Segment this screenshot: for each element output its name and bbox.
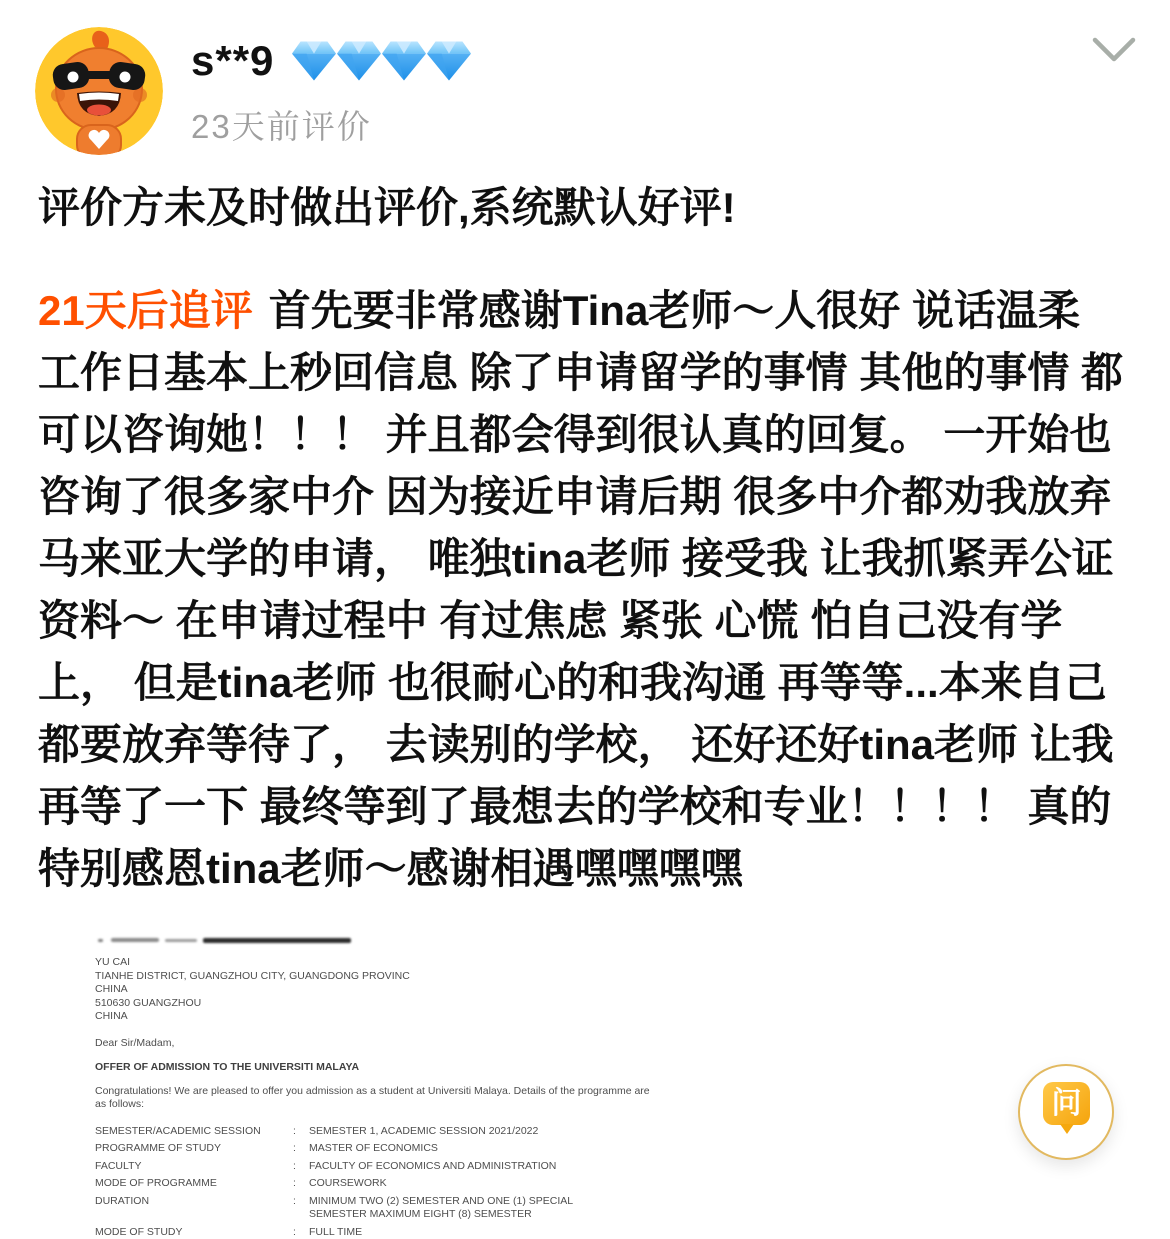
address-line: 510630 GUANGZHOU <box>95 997 680 1011</box>
table-row: DURATION : MINIMUM TWO (2) SEMESTER AND ONE (1) SPECIAL SEMESTER MAXIMUM EIGHT (8) SEMESTER <box>95 1195 680 1222</box>
letter-salutation: Dear Sir/Madam, <box>95 1037 680 1051</box>
review-body <box>38 177 1132 900</box>
letter-intro: Congratulations! We are pleased to offer you admission as a student at Universiti Malaya. Details of the programme are as follows: <box>95 1085 655 1112</box>
chevron-down-icon[interactable] <box>1091 36 1137 64</box>
table-row: FACULTY : FACULTY OF ECONOMICS AND ADMINISTRATION <box>95 1160 680 1174</box>
diamond-icon <box>424 39 474 83</box>
followup-review <box>38 280 1132 900</box>
rating-diamonds <box>294 39 474 83</box>
letter-address <box>95 956 680 1024</box>
letter-details-table <box>95 1125 680 1239</box>
attachment-image[interactable] <box>95 936 680 1239</box>
review-header <box>0 0 1170 155</box>
bubble-tail <box>1060 1124 1074 1134</box>
table-row: SEMESTER/ACADEMIC SESSION : SEMESTER 1, ACADEMIC SESSION 2021/2022 <box>95 1125 680 1139</box>
username: s**9 <box>191 37 274 85</box>
table-row: MODE OF STUDY : FULL TIME <box>95 1226 680 1239</box>
fab-label: 问 <box>1052 1089 1082 1119</box>
address-line: CHINA <box>95 983 680 997</box>
table-row: MODE OF PROGRAMME : COURSEWORK <box>95 1177 680 1191</box>
table-row: PROGRAMME OF STUDY : MASTER OF ECONOMICS <box>95 1142 680 1156</box>
ask-question-fab[interactable] <box>1018 1064 1114 1160</box>
question-bubble-icon <box>1043 1082 1090 1125</box>
address-line: CHINA <box>95 1010 680 1024</box>
review-time: 23天前评价 <box>191 101 474 148</box>
followup-text: 首先要非常感谢Tina老师～人很好 说话温柔 工作日基本上秒回信息 除了申请留学的事情 其他的事情 都可以咨询她！！！ 并且都会得到很认真的回复。 一开始也咨询了很多家中介 因为接近申请后期 很多中介都劝我放弃马来亚大学的申请， 唯独tina老师 接受我 让我抓紧弄公证资料～ 在申请过程中 有过焦虑 紧张 心慌 怕自己没有学上， 但是tina老师 也很耐心的和我沟通 再等等...本来自己都要放弃等待了， 去读别的学校， 还好还好tina老师 让我再等了一下 最终等到了最想去的学校和专业！！！！ 真的特别感恩tina老师～感谢相遇嘿嘿嘿嘿 <box>38 287 1123 892</box>
avatar[interactable] <box>35 27 163 155</box>
diamond-icon <box>379 39 429 83</box>
diamond-icon <box>334 39 384 83</box>
address-line: YU CAI <box>95 956 680 970</box>
redacted-line <box>98 936 680 944</box>
followup-tag: 21天后追评 <box>38 287 253 334</box>
address-line: TIANHE DISTRICT, GUANGZHOU CITY, GUANGDONG PROVINC <box>95 970 680 984</box>
default-review-text: 评价方未及时做出评价,系统默认好评! <box>38 177 1132 239</box>
diamond-icon <box>289 39 339 83</box>
avatar-character-icon <box>35 27 163 155</box>
letter-subject: OFFER OF ADMISSION TO THE UNIVERSITI MALAYA <box>95 1061 680 1075</box>
